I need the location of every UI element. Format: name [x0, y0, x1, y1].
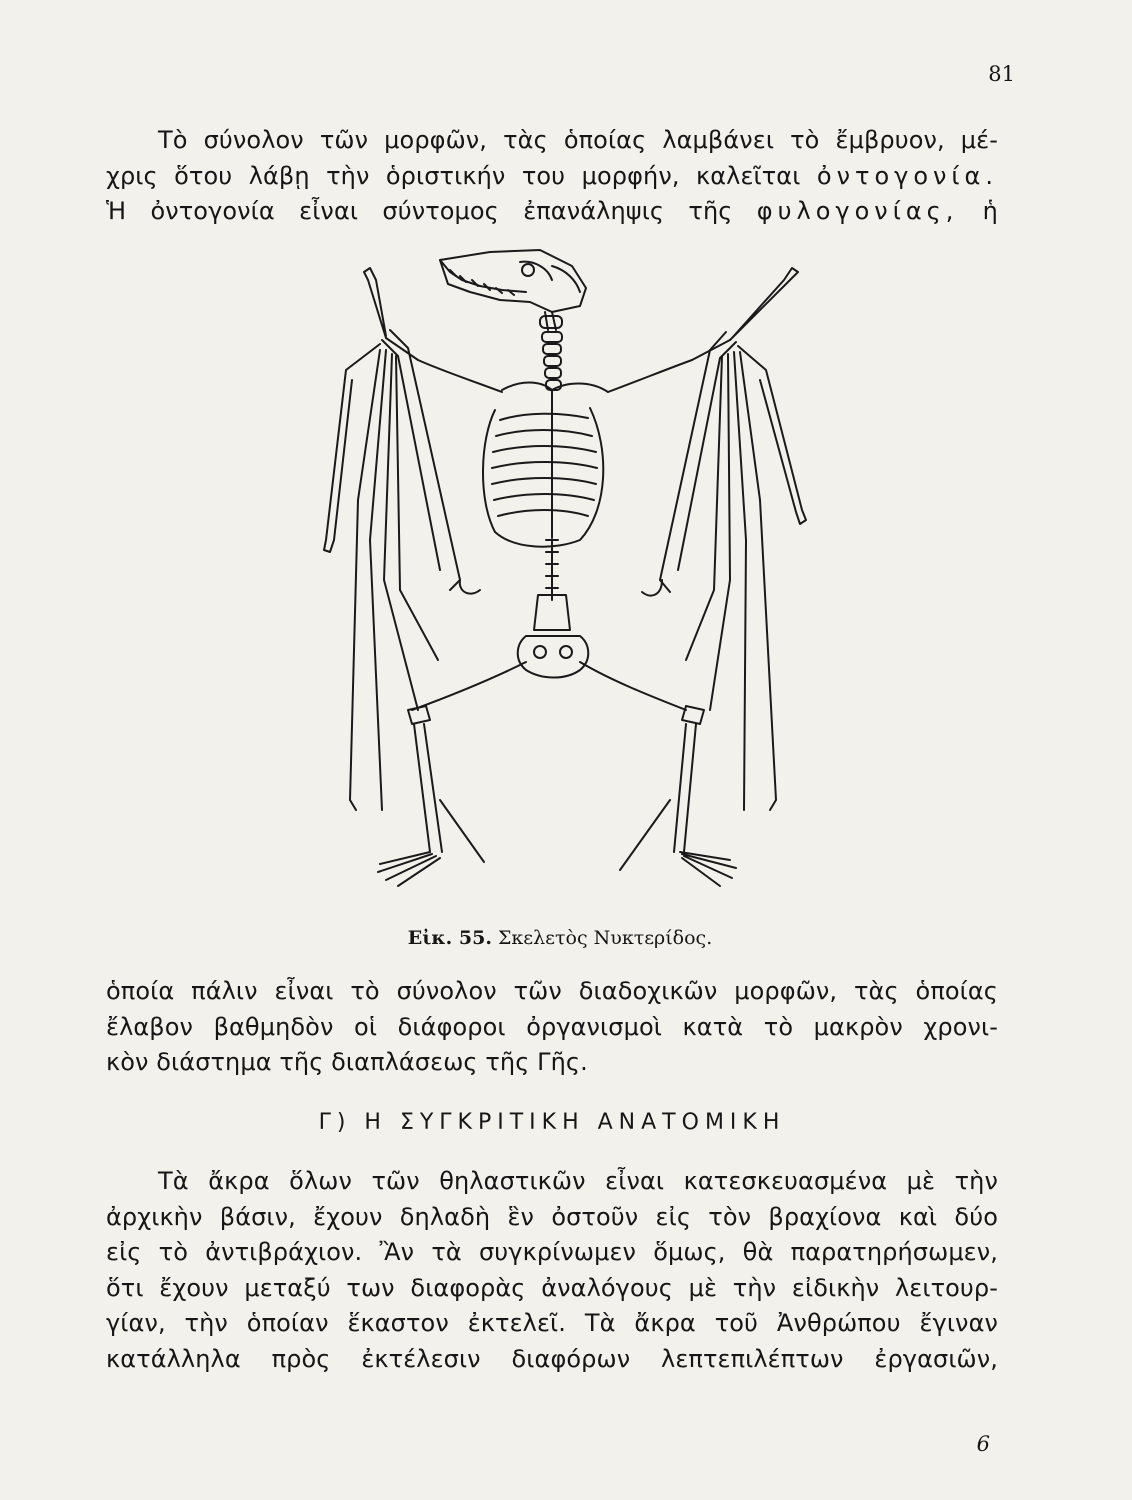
paragraph-line: Τὰ ἄκρα ὅλων τῶν θηλαστικῶν εἶναι κατεσκευασμένα μὲ τὴν — [158, 1167, 998, 1195]
figure-title: Σκελετὸς Νυκτερίδος. — [497, 927, 713, 949]
paragraph-line: ὁποία πάλιν εἶναι τὸ σύνολον τῶν διαδοχικῶν μορφῶν, τὰς ὁποίας — [106, 977, 998, 1005]
figure-label: Εἰκ. 55. — [407, 927, 492, 949]
left-wing — [324, 268, 502, 810]
paragraph-line: γίαν, τὴν ὁποίαν ἕκαστον ἐκτελεῖ. Τὰ ἄκρα τοῦ Ἀνθρώπου ἔγιναν — [106, 1309, 998, 1337]
paragraph-line: ἀρχικὴν βάσιν, ἔχουν δηλαδὴ ἓν ὀστοῦν εἰς τὸν βραχίονα καὶ δύο — [106, 1202, 998, 1231]
paragraph-line: κὸν διάστημα τῆς διαπλάσεως τῆς Γῆς. — [106, 1048, 588, 1076]
line-text: ἡ — [958, 197, 998, 225]
pelvis — [518, 595, 589, 678]
section-heading: Γ) Η ΣΥΓΚΡΙΤΙΚΗ ΑΝΑΤΟΜΙΚΗ — [318, 1110, 786, 1135]
figure-caption — [300, 927, 820, 949]
spaced-term: ὀντογονία. — [816, 161, 998, 190]
bat-skeleton-illustration — [290, 240, 850, 930]
skull — [440, 250, 586, 312]
line-text: χρις ὅτου λάβῃ τὴν ὁριστικήν του μορφήν, καλεῖται — [106, 161, 817, 190]
spaced-term: φυλογονίας, — [756, 197, 959, 225]
legs — [378, 662, 736, 886]
right-wing — [608, 268, 806, 810]
paragraph-line — [106, 194, 998, 230]
page-number: 81 — [988, 62, 1015, 86]
line-text: Ἡ ὀντογονία εἶναι σύντομος ἐπανάληψις τῆς — [106, 197, 757, 225]
top-paragraph — [106, 123, 998, 230]
bottom-paragraph — [106, 1164, 998, 1377]
signature-mark: 6 — [976, 1432, 990, 1456]
middle-paragraph — [106, 974, 998, 1081]
paragraph-line: ἔλαβον βαθμηδὸν οἱ διάφοροι ὀργανισμοὶ κατὰ τὸ μακρὸν χρονι- — [106, 1012, 998, 1041]
paragraph-line — [106, 159, 998, 195]
paragraph-line: κατάλληλα πρὸς ἐκτέλεσιν διαφόρων λεπτεπιλέπτων ἐργασιῶν, — [106, 1344, 998, 1373]
paragraph-line: Τὸ σύνολον τῶν μορφῶν, τὰς ὁποίας λαμβάνει τὸ ἔμβρυον, μέ- — [158, 126, 998, 154]
paragraph-line: ὅτι ἔχουν μεταξύ των διαφορὰς ἀναλόγους μὲ τὴν εἰδικὴν λειτουρ- — [106, 1273, 998, 1302]
ribcage — [483, 383, 608, 547]
paragraph-line: εἰς τὸ ἀντιβράχιον. Ἂν τὰ συγκρίνωμεν ὅμως, θὰ παρατηρήσωμεν, — [106, 1238, 998, 1266]
